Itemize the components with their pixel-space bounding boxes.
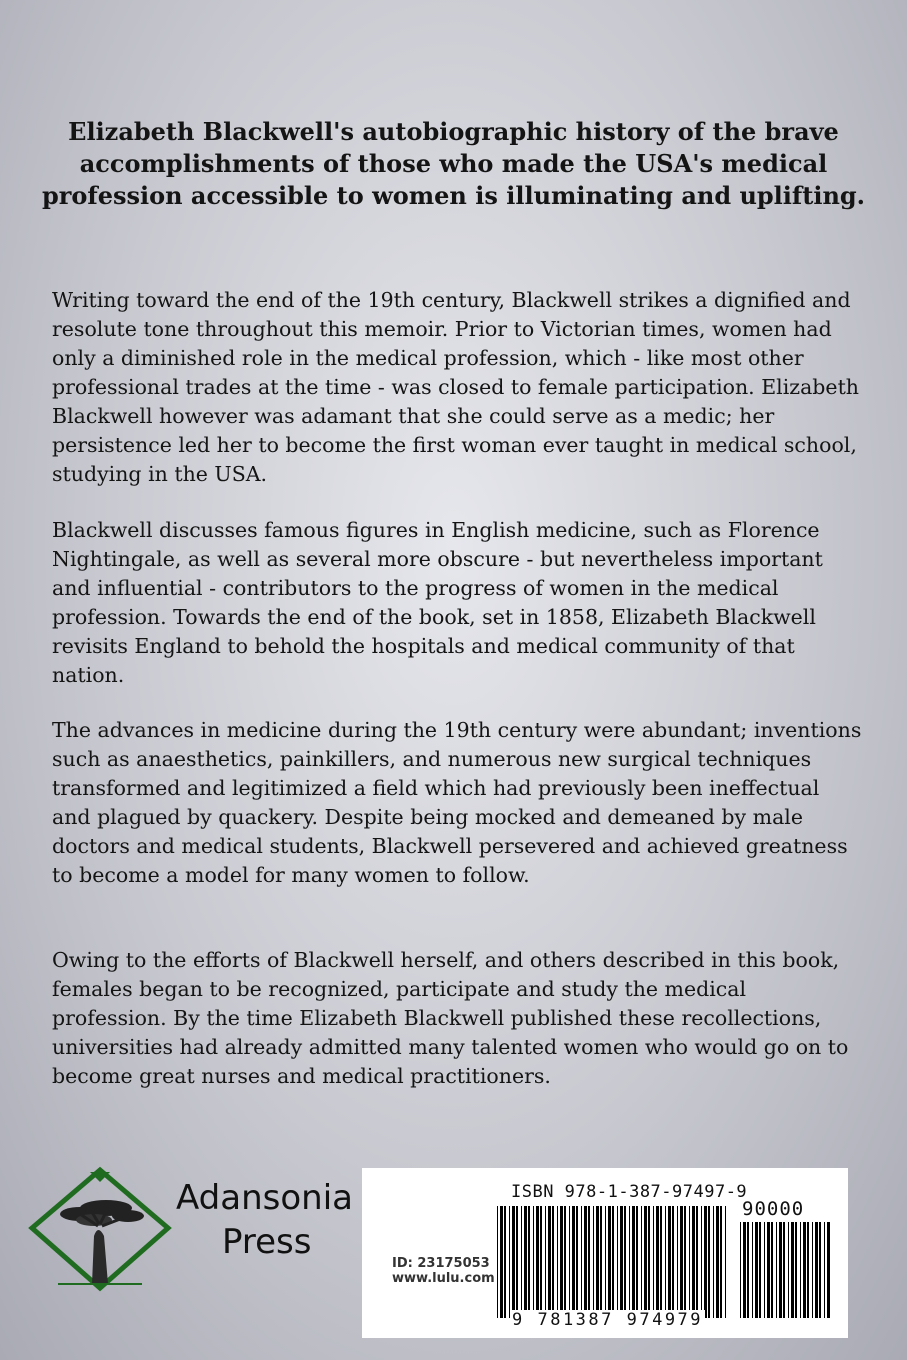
lulu-url: www.lulu.com xyxy=(392,1271,495,1286)
barcode-bar xyxy=(672,1206,674,1318)
barcode-bar xyxy=(629,1206,630,1318)
barcode-bar xyxy=(800,1222,801,1318)
barcode-bar xyxy=(779,1222,782,1318)
barcode-bar xyxy=(653,1206,654,1318)
barcode-bar xyxy=(680,1206,683,1318)
barcode-bar xyxy=(548,1206,551,1318)
barcode-bar xyxy=(581,1206,582,1318)
barcode-bar xyxy=(668,1206,671,1318)
barcode-addon-number: 90000 xyxy=(742,1198,805,1220)
barcode-bar xyxy=(827,1222,830,1318)
barcode-bar xyxy=(704,1206,707,1318)
barcode-bar xyxy=(689,1206,690,1318)
barcode-bar xyxy=(552,1206,554,1318)
barcode-bar xyxy=(720,1206,722,1318)
barcode-bar xyxy=(677,1206,678,1318)
barcode-bar xyxy=(605,1206,606,1318)
barcode-bar xyxy=(812,1222,813,1318)
barcode-bar xyxy=(632,1206,635,1318)
barcode-bar xyxy=(665,1206,666,1318)
barcode-bar xyxy=(572,1206,575,1318)
barcode-bar xyxy=(819,1222,821,1318)
barcode-bar xyxy=(524,1206,527,1318)
barcode-bar xyxy=(564,1206,566,1318)
barcode-bar xyxy=(624,1206,626,1318)
barcode-bar xyxy=(636,1206,638,1318)
publisher-name-line2: Press xyxy=(222,1222,312,1262)
barcode-bar xyxy=(791,1222,794,1318)
barcode-bar xyxy=(716,1206,719,1318)
description-paragraph-2: Blackwell discusses famous figures in English medicine, such as Florence Nightingale, as well as several more obscure - but nevertheless important and influential - contributors to the progress of women in the medical profession. Towards the end of the book, set in 1858, Elizabeth Blackwell revisits England to behold the hospitals and medical community of that nation. xyxy=(52,518,823,687)
barcode-bar xyxy=(701,1206,702,1318)
barcode-bar xyxy=(776,1222,777,1318)
barcode-bar xyxy=(708,1206,710,1318)
barcode-bar xyxy=(788,1222,789,1318)
barcode-bar xyxy=(620,1206,623,1318)
barcode-bar xyxy=(696,1206,698,1318)
lulu-info xyxy=(392,1256,495,1286)
publisher-name-line1: Adansonia xyxy=(176,1178,353,1218)
barcode-bar xyxy=(824,1222,825,1318)
description-paragraph-4: Owing to the efforts of Blackwell herself, and others described in this book, females began to be recognized, participate and study the medical profession. By the time Elizabeth Blackwell published these recollections, universities had already admitted many talented women who would go on to become great nurses and medical practitioners. xyxy=(52,948,849,1088)
barcode-bar xyxy=(588,1206,590,1318)
barcode-bar xyxy=(771,1222,773,1318)
description-paragraph-1: Writing toward the end of the 19th century, Blackwell strikes a dignified and resolute tone throughout this memoir. Prior to Victorian times, women had only a diminished role in the medical profession, which - like most other professional trades at the time - was closed to female participation. Elizabeth Blackwell however was adamant that she could serve as a medic; her persistence led her to become the first woman ever taught in medical school, studying in the USA. xyxy=(52,288,860,486)
barcode-bar xyxy=(740,1222,741,1318)
barcode-bar xyxy=(752,1222,753,1318)
barcode-bar xyxy=(767,1222,770,1318)
ean-barcode xyxy=(497,1206,729,1318)
barcode-bar xyxy=(516,1206,518,1318)
barcode-bar xyxy=(755,1222,758,1318)
barcode-bar xyxy=(725,1206,726,1318)
barcode-bar xyxy=(596,1206,599,1318)
barcode-bar xyxy=(593,1206,594,1318)
lulu-id: ID: 23175053 xyxy=(392,1256,490,1271)
barcode-bar xyxy=(504,1206,506,1318)
barcode-bar xyxy=(807,1222,809,1318)
barcode-bar xyxy=(656,1206,659,1318)
baobab-tree-icon xyxy=(28,1166,178,1296)
barcode-bar xyxy=(795,1222,797,1318)
barcode-bar xyxy=(612,1206,614,1318)
addon-barcode xyxy=(740,1222,832,1318)
barcode-bar xyxy=(803,1222,806,1318)
barcode-bar xyxy=(617,1206,618,1318)
barcode-bar xyxy=(497,1206,498,1318)
barcode-bar xyxy=(569,1206,570,1318)
barcode-bar xyxy=(608,1206,611,1318)
barcode-bar xyxy=(557,1206,558,1318)
barcode-bar xyxy=(600,1206,602,1318)
barcode-bar xyxy=(783,1222,785,1318)
barcode-bar xyxy=(500,1206,503,1318)
description-paragraph-3: The advances in medicine during the 19th century were abundant; inventions such as anaesthetics, painkillers, and numerous new surgical techniques transformed and legitimized a field which had previously been ineffectual and plagued by quackery. Despite being mocked and demeaned by male doctors and medical students, Blackwell persevered and achieved greatness to become a model for many women to follow. xyxy=(52,718,862,887)
isbn-barcode-panel xyxy=(362,1168,848,1338)
barcode-bar xyxy=(576,1206,578,1318)
barcode-bar xyxy=(509,1206,510,1318)
barcode-bar xyxy=(512,1206,515,1318)
barcode-bar xyxy=(764,1222,765,1318)
barcode-bar xyxy=(743,1222,746,1318)
barcode-bar xyxy=(713,1206,714,1318)
ean-digits: 9 781387 974979 xyxy=(512,1310,704,1330)
barcode-bar xyxy=(759,1222,761,1318)
publisher-logo xyxy=(28,1166,368,1296)
barcode-bar xyxy=(584,1206,587,1318)
barcode-bar xyxy=(528,1206,530,1318)
barcode-bar xyxy=(536,1206,539,1318)
barcode-bar xyxy=(545,1206,546,1318)
barcode-bar xyxy=(641,1206,642,1318)
publisher-name xyxy=(176,1176,353,1264)
barcode-bar xyxy=(692,1206,695,1318)
back-cover-headline: Elizabeth Blackwell's autobiographic history of the brave accomplishments of those who made the USA's medical profession accessible to women is illuminating and uplifting. xyxy=(41,117,866,210)
barcode-bar xyxy=(815,1222,818,1318)
isbn-label: ISBN 978-1-387-97497-9 xyxy=(511,1182,748,1202)
barcode-bar xyxy=(540,1206,542,1318)
barcode-bar xyxy=(521,1206,522,1318)
barcode-bar xyxy=(560,1206,563,1318)
barcode-bar xyxy=(684,1206,686,1318)
barcode-bar xyxy=(747,1222,749,1318)
barcode-bar xyxy=(648,1206,650,1318)
barcode-bar xyxy=(533,1206,534,1318)
barcode-bar xyxy=(644,1206,647,1318)
barcode-bar xyxy=(660,1206,662,1318)
